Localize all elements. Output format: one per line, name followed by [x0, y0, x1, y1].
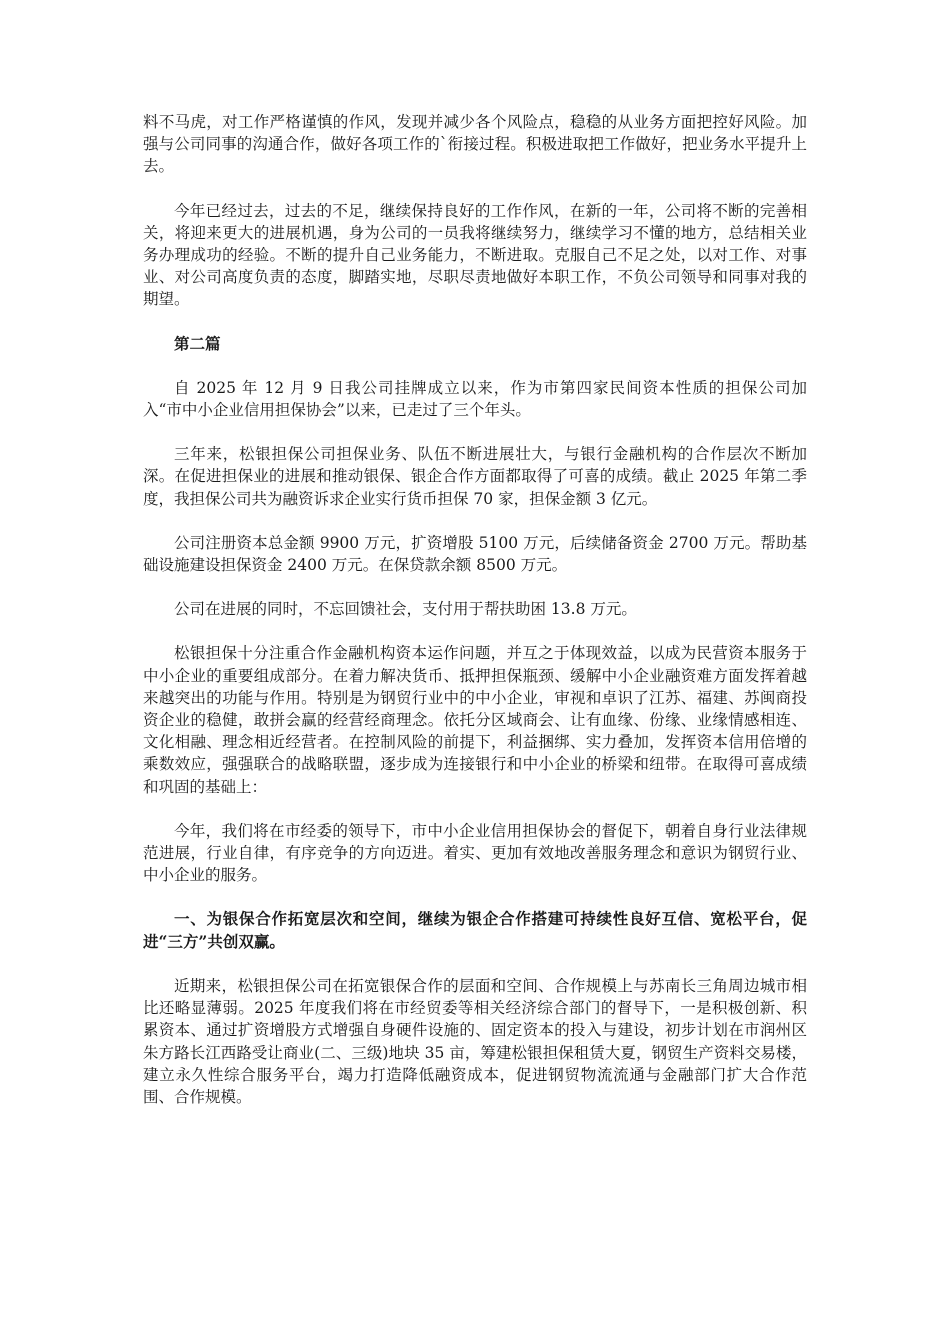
document-page — [143, 111, 807, 1130]
section-heading-part-two: 第二篇 — [174, 333, 221, 353]
section-heading-point-one: 一、为银保合作拓宽层次和空间，继续为银企合作搭建可持续性良好互信、宽松平台，促进“三方”共创双赢。 — [143, 909, 807, 951]
paragraph-company-founding: 自 2025 年 12 月 9 日我公司挂牌成立以来，作为市第四家民间资本性质的担保公司加入“市中小企业信用担保协会”以来，已走过了三个年头。 — [143, 378, 807, 420]
paragraph-work-style: 料不马虎，对工作严格谨慎的作风，发现并减少各个风险点，稳稳的从业务方面把控好风险。加强与公司同事的沟通合作，做好各项工作的`衔接过程。积极进取把工作做好，把业务水平提升上去。 — [143, 113, 807, 176]
paragraph-new-year-outlook: 今年已经过去，过去的不足，继续保持良好的工作作风，在新的一年，公司将不断的完善相关，将迎来更大的进展机遇，身为公司的一员我将继续努力，继续学习不懂的地方，总结相关业务办理成功的经验。不断的提升自己业务能力，不断进取。克服自己不足之处，以对工作、对事业、对公司高度负责的态度，脚踏实地，尽职尽责地做好本职工作，不负公司领导和同事对我的期望。 — [143, 201, 807, 309]
paragraph-social-giving: 公司在进展的同时，不忘回馈社会，支付用于帮扶助困 13.8 万元。 — [174, 600, 637, 619]
paragraph-cooperation-focus: 松银担保十分注重合作金融机构资本运作问题，并互之于体现效益，以成为民营资本服务于中小企业的重要组成部分。在着力解决货币、抵押担保瓶颈、缓解中小企业融资难方面发挥着越来越突出的功能与作用。特别是为钢贸行业中的中小企业，审视和卓识了江苏、福建、苏闽商投资企业的稳健，敢拼会赢的经营经商理念。依托分区域商会、让有血缘、份缘、业缘情感相连、文化相融、理念相近经营者。在控制风险的前提下，利益捆绑、实力叠加，发挥资本信用倍增的乘数效应，强强联合的战略联盟，逐步成为连接银行和中小企业的桥梁和纽带。在取得可喜成绩和巩固的基础上： — [143, 644, 807, 796]
paragraph-recent-expansion: 近期来，松银担保公司在拓宽银保合作的层面和空间、合作规模上与苏南长三角周边城市相比还略显薄弱。2025 年度我们将在市经贸委等相关经济综合部门的督导下，一是积极创新、积累资本、通过扩资增股方式增强自身硬件设施的、固定资本的投入与建设，初步计划在市润州区朱方路长江西路受让商业(二、三级)地块 35 亩，筹建松银担保租赁大夏，钢贸生产资料交易楼，建立永久性综合服务平台，竭力打造降低融资成本，促进钢贸物流流通与金融部门扩大合作范围、合作规模。 — [143, 976, 807, 1106]
paragraph-registered-capital: 公司注册资本总金额 9900 万元，扩资增股 5100 万元，后续储备资金 2700 万元。帮助基础设施建设担保资金 2400 万元。在保贷款余额 8500 万元。 — [143, 533, 807, 575]
paragraph-this-year-plan: 今年，我们将在市经委的领导下，市中小企业信用担保协会的督促下，朝着自身行业法律规范进展，行业自律，有序竞争的方向迈进。着实、更加有效地改善服务理念和意识为钢贸行业、中小企业的服务。 — [143, 821, 807, 885]
paragraph-three-years-growth: 三年来，松银担保公司担保业务、队伍不断进展壮大，与银行金融机构的合作层次不断加深。在促进担保业的进展和推动银保、银企合作方面都取得了可喜的成绩。截止 2025 年第二季度，我担保公司共为融资诉求企业实行货币担保 70 家，担保金额 3 亿元。 — [143, 445, 807, 508]
